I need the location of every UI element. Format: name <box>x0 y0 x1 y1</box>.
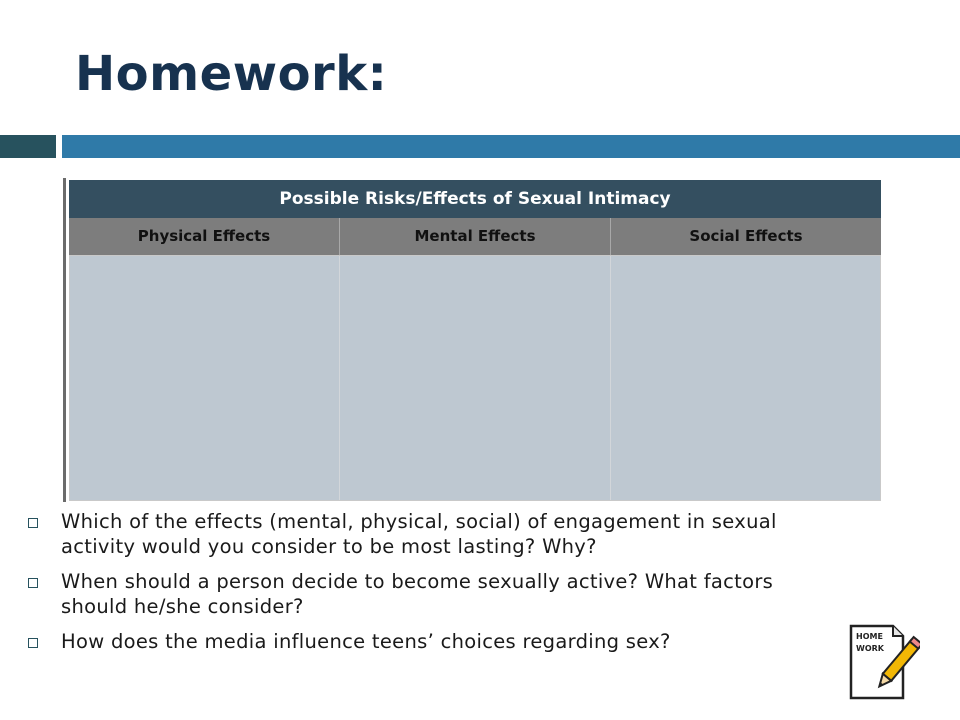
question-text: How does the media influence teens’ choices regarding sex? <box>61 630 671 653</box>
question-text: Which of the effects (mental, physical, social) of engagement in sexual activity would you consider to be most lasting? Why? <box>61 510 777 558</box>
paper-fold <box>893 626 903 636</box>
table-cell-physical[interactable] <box>70 256 340 500</box>
accent-bar-right <box>62 135 960 158</box>
column-header-social: Social Effects <box>689 227 803 245</box>
column-header-mental: Mental Effects <box>340 218 611 255</box>
homework-pencil-icon <box>845 622 920 702</box>
icon-label-line2: WORK <box>856 644 884 653</box>
question-list <box>28 509 818 664</box>
list-item <box>28 509 818 559</box>
accent-bar-left <box>0 135 56 158</box>
square-bullet-icon <box>28 578 38 588</box>
table-body-row <box>69 255 881 501</box>
square-bullet-icon <box>28 518 38 528</box>
table-cell-social[interactable] <box>611 256 880 500</box>
question-text: When should a person decide to become sexually active? What factors should he/she consider? <box>61 570 774 618</box>
table-cell-mental[interactable] <box>340 256 610 500</box>
table-title: Possible Risks/Effects of Sexual Intimacy <box>69 180 881 218</box>
table-header-row <box>69 218 881 255</box>
icon-label-line1: HOME <box>856 632 883 641</box>
list-item <box>28 569 818 619</box>
square-bullet-icon <box>28 638 38 648</box>
list-item <box>28 629 818 654</box>
effects-table <box>63 178 880 502</box>
column-header-physical: Physical Effects <box>69 218 340 255</box>
slide-title: Homework: <box>75 46 388 102</box>
